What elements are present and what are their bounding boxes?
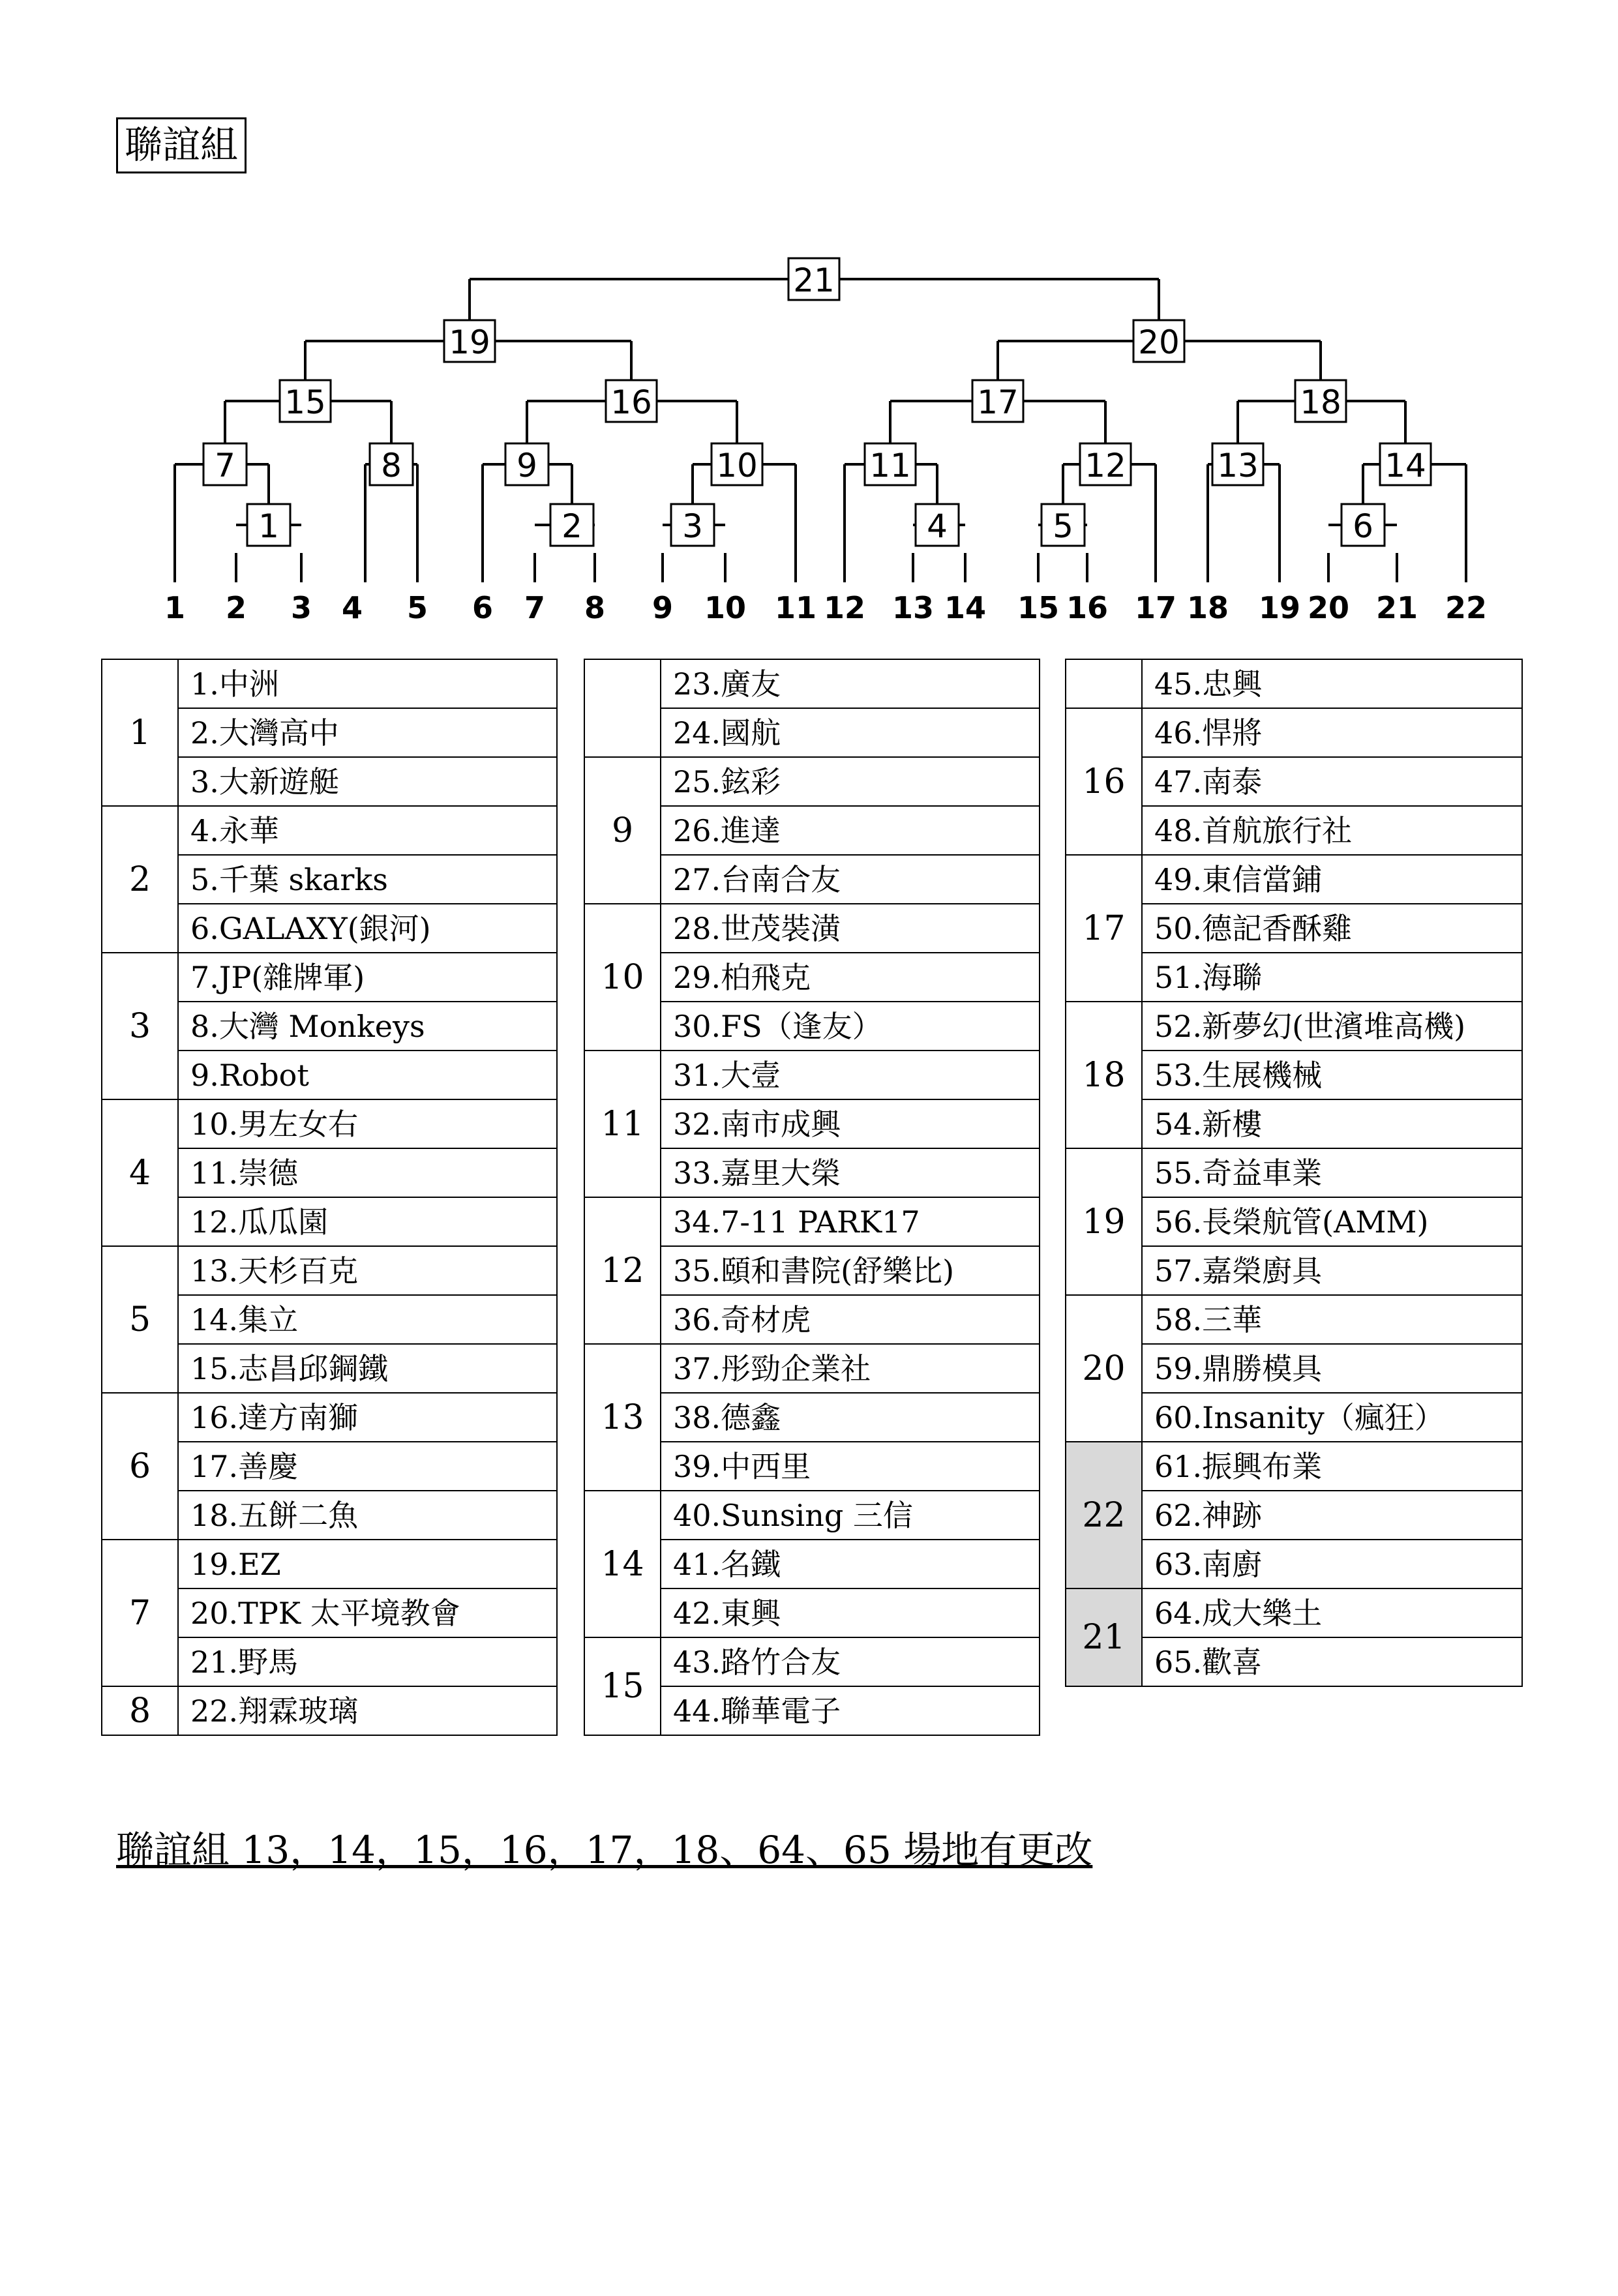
group-number: 16 [1066,708,1142,855]
match-number: 1 [258,507,279,545]
team-name: 33.嘉里大榮 [661,1148,1040,1197]
team-slot-number: 19 [1258,590,1301,625]
team-table-1 [101,659,558,1736]
group-number: 22 [1066,1442,1142,1588]
team-name: 10.男左女右 [178,1099,557,1148]
team-name: 11.崇德 [178,1148,557,1197]
table-row [102,1540,557,1588]
tournament-bracket [0,0,1618,639]
team-name: 62.神跡 [1142,1491,1522,1540]
team-name: 15.志昌邱鋼鐵 [178,1344,557,1393]
team-name: 38.德鑫 [661,1393,1040,1442]
group-number: 6 [102,1393,178,1540]
table-row [1066,1295,1522,1344]
group-number: 19 [1066,1148,1142,1295]
team-name: 40.Sunsing 三信 [661,1491,1040,1540]
team-slot-number: 13 [891,590,935,625]
group-number: 11 [584,1051,661,1197]
match-number: 10 [716,447,758,485]
venue-change-note: 聯誼組 13，14，15，16，17，18、64、65 場地有更改 [116,1828,1093,1872]
table-row [1066,708,1522,757]
team-name: 31.大壹 [661,1051,1040,1099]
team-slot-number: 9 [652,590,674,625]
table-row [584,757,1040,806]
group-number: 2 [102,806,178,953]
group-number: 7 [102,1540,178,1686]
team-name: 53.生展機械 [1142,1051,1522,1099]
group-number: 3 [102,953,178,1099]
team-name: 37.彤勁企業社 [661,1344,1040,1393]
team-slot-number: 7 [524,590,546,625]
team-name: 50.德記香酥雞 [1142,904,1522,953]
team-slot-number: 22 [1445,590,1488,625]
team-slot-number: 8 [584,590,606,625]
team-name: 14.集立 [178,1295,557,1344]
team-name: 28.世茂裝潢 [661,904,1040,953]
match-number: 20 [1138,323,1180,361]
team-name: 30.FS（逢友） [661,1002,1040,1051]
group-number: 13 [584,1344,661,1491]
team-slot-number: 18 [1186,590,1229,625]
team-slot-number: 3 [290,590,312,625]
team-slot-number: 15 [1017,590,1060,625]
group-number: 17 [1066,855,1142,1002]
table-row [584,1051,1040,1099]
team-name: 4.永華 [178,806,557,855]
table-row [584,659,1040,708]
team-name: 42.東興 [661,1588,1040,1637]
team-name: 55.奇益車業 [1142,1148,1522,1197]
match-number: 11 [869,447,911,485]
group-number: 21 [1066,1588,1142,1686]
match-number: 6 [1353,507,1373,545]
team-slot-number: 17 [1134,590,1177,625]
team-slot-number: 2 [225,590,247,625]
match-number: 17 [977,383,1019,421]
table-row [1066,1002,1522,1051]
table-row [1066,1442,1522,1491]
team-name: 57.嘉榮廚具 [1142,1246,1522,1295]
match-number: 8 [381,447,402,485]
team-slot-number: 21 [1375,590,1418,625]
group-number [1066,659,1142,708]
match-number: 15 [284,383,326,421]
team-name: 8.大灣 Monkeys [178,1002,557,1051]
team-table-3 [1065,659,1523,1687]
team-slot-number: 16 [1066,590,1109,625]
team-name: 17.善慶 [178,1442,557,1491]
table-row [102,953,557,1002]
team-name: 16.達方南獅 [178,1393,557,1442]
team-name: 43.路竹合友 [661,1637,1040,1686]
table-row [102,659,557,708]
group-number: 1 [102,659,178,806]
group-number: 20 [1066,1295,1142,1442]
table-row [584,1344,1040,1393]
team-name: 51.海聯 [1142,953,1522,1002]
group-number: 4 [102,1099,178,1246]
team-name: 29.柏飛克 [661,953,1040,1002]
match-number: 2 [562,507,582,545]
team-name: 20.TPK 太平境教會 [178,1588,557,1637]
team-name: 3.大新遊艇 [178,757,557,806]
team-name: 34.7-11 PARK17 [661,1197,1040,1246]
table-row [102,1246,557,1295]
team-slot-number: 11 [774,590,817,625]
table-row [1066,659,1522,708]
team-name: 6.GALAXY(銀河) [178,904,557,953]
match-number: 9 [517,447,537,485]
group-number: 9 [584,757,661,904]
team-name: 48.首航旅行社 [1142,806,1522,855]
team-name: 32.南市成興 [661,1099,1040,1148]
group-number: 15 [584,1637,661,1735]
team-name: 2.大灣高中 [178,708,557,757]
team-name: 27.台南合友 [661,855,1040,904]
group-number: 18 [1066,1002,1142,1148]
team-name: 18.五餅二魚 [178,1491,557,1540]
table-row [102,1393,557,1442]
team-slot-number: 10 [704,590,747,625]
table-row [584,1197,1040,1246]
match-number: 13 [1217,447,1259,485]
team-name: 45.忠興 [1142,659,1522,708]
group-number: 12 [584,1197,661,1344]
team-name: 63.南廚 [1142,1540,1522,1588]
table-row [584,1491,1040,1540]
team-name: 58.三華 [1142,1295,1522,1344]
team-name: 56.長榮航管(AMM) [1142,1197,1522,1246]
table-row [102,806,557,855]
team-name: 52.新夢幻(世濱堆高機) [1142,1002,1522,1051]
match-number: 7 [215,447,235,485]
team-name: 26.進達 [661,806,1040,855]
team-name: 13.天杉百克 [178,1246,557,1295]
team-table-2 [584,659,1040,1736]
match-number: 4 [927,507,948,545]
team-name: 19.EZ [178,1540,557,1588]
match-number: 12 [1085,447,1126,485]
team-slot-number: 14 [944,590,987,625]
table-row [1066,1588,1522,1637]
team-name: 47.南泰 [1142,757,1522,806]
team-name: 64.成大樂土 [1142,1588,1522,1637]
group-number: 8 [102,1686,178,1735]
match-number: 18 [1300,383,1341,421]
match-number: 14 [1385,447,1426,485]
team-slot-number: 1 [164,590,186,625]
team-name: 12.瓜瓜園 [178,1197,557,1246]
team-slot-number: 4 [341,590,363,625]
team-name: 49.東信當鋪 [1142,855,1522,904]
group-number: 5 [102,1246,178,1393]
team-name: 7.JP(雜牌軍) [178,953,557,1002]
match-number: 19 [449,323,490,361]
team-name: 5.千葉 skarks [178,855,557,904]
group-number: 14 [584,1491,661,1637]
team-name: 60.Insanity（瘋狂） [1142,1393,1522,1442]
team-name: 9.Robot [178,1051,557,1099]
team-name: 61.振興布業 [1142,1442,1522,1491]
table-row [1066,1148,1522,1197]
team-name: 41.名鐵 [661,1540,1040,1588]
group-number: 10 [584,904,661,1051]
match-number: 21 [793,261,835,299]
team-slot-number: 12 [823,590,866,625]
team-name: 25.鉉彩 [661,757,1040,806]
team-name: 24.國航 [661,708,1040,757]
group-number [584,659,661,757]
team-name: 22.翔霖玻璃 [178,1686,557,1735]
table-row [584,1637,1040,1686]
team-slot-number: 6 [472,590,494,625]
match-number: 3 [682,507,703,545]
table-row [1066,855,1522,904]
group-title: 聯誼組 [116,117,247,173]
team-name: 35.頤和書院(舒樂比) [661,1246,1040,1295]
table-row [102,1686,557,1735]
team-name: 44.聯華電子 [661,1686,1040,1735]
team-name: 54.新樓 [1142,1099,1522,1148]
table-row [102,1099,557,1148]
team-name: 23.廣友 [661,659,1040,708]
match-number: 5 [1053,507,1073,545]
team-name: 65.歡喜 [1142,1637,1522,1686]
team-slot-number: 5 [406,590,428,625]
team-name: 1.中洲 [178,659,557,708]
match-number: 16 [610,383,652,421]
team-name: 39.中西里 [661,1442,1040,1491]
team-name: 21.野馬 [178,1637,557,1686]
team-name: 46.悍將 [1142,708,1522,757]
team-slot-number: 20 [1307,590,1350,625]
team-name: 59.鼎勝模具 [1142,1344,1522,1393]
table-row [584,904,1040,953]
team-name: 36.奇材虎 [661,1295,1040,1344]
